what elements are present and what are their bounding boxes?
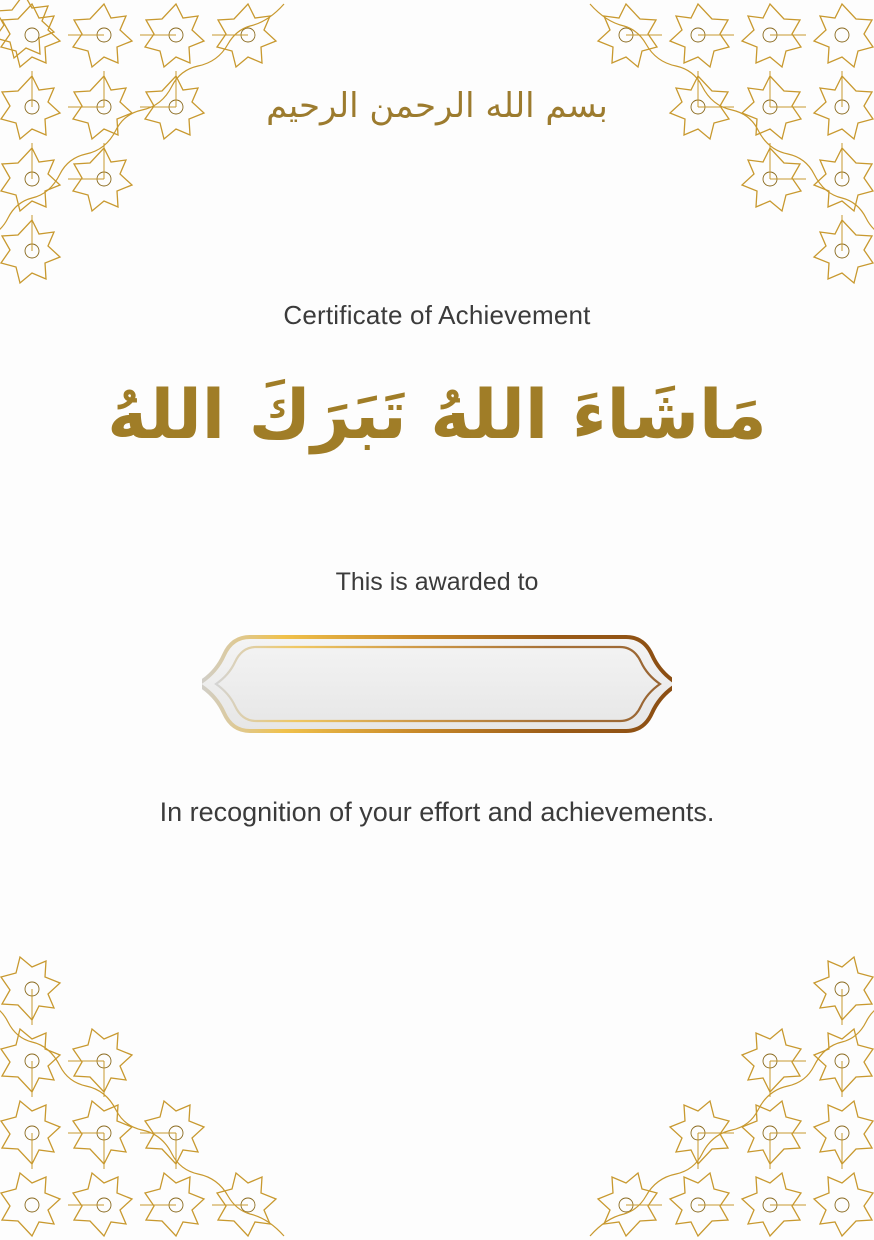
ornament-bottom-left-icon bbox=[0, 946, 294, 1240]
recognition-text: In recognition of your effort and achievements. bbox=[159, 797, 715, 827]
recipient-nameplate[interactable] bbox=[0, 625, 874, 745]
ornament-top-left-icon bbox=[0, 0, 294, 294]
ornament-top-right-icon bbox=[580, 0, 874, 294]
page-title: Certificate of Achievement bbox=[283, 300, 591, 330]
awarded-to-label: This is awarded to bbox=[335, 568, 539, 596]
certificate-content bbox=[0, 300, 874, 828]
nameplate-frame-icon bbox=[202, 625, 672, 743]
ornament-bottom-right-icon bbox=[580, 946, 874, 1240]
arabic-blessing-text: مَاشَاءَ اللهُ تَبَرَكَ اللهُ bbox=[107, 376, 767, 455]
basmala-text: بسم الله الرحمن الرحيم bbox=[266, 86, 608, 126]
basmala-header bbox=[0, 86, 874, 127]
